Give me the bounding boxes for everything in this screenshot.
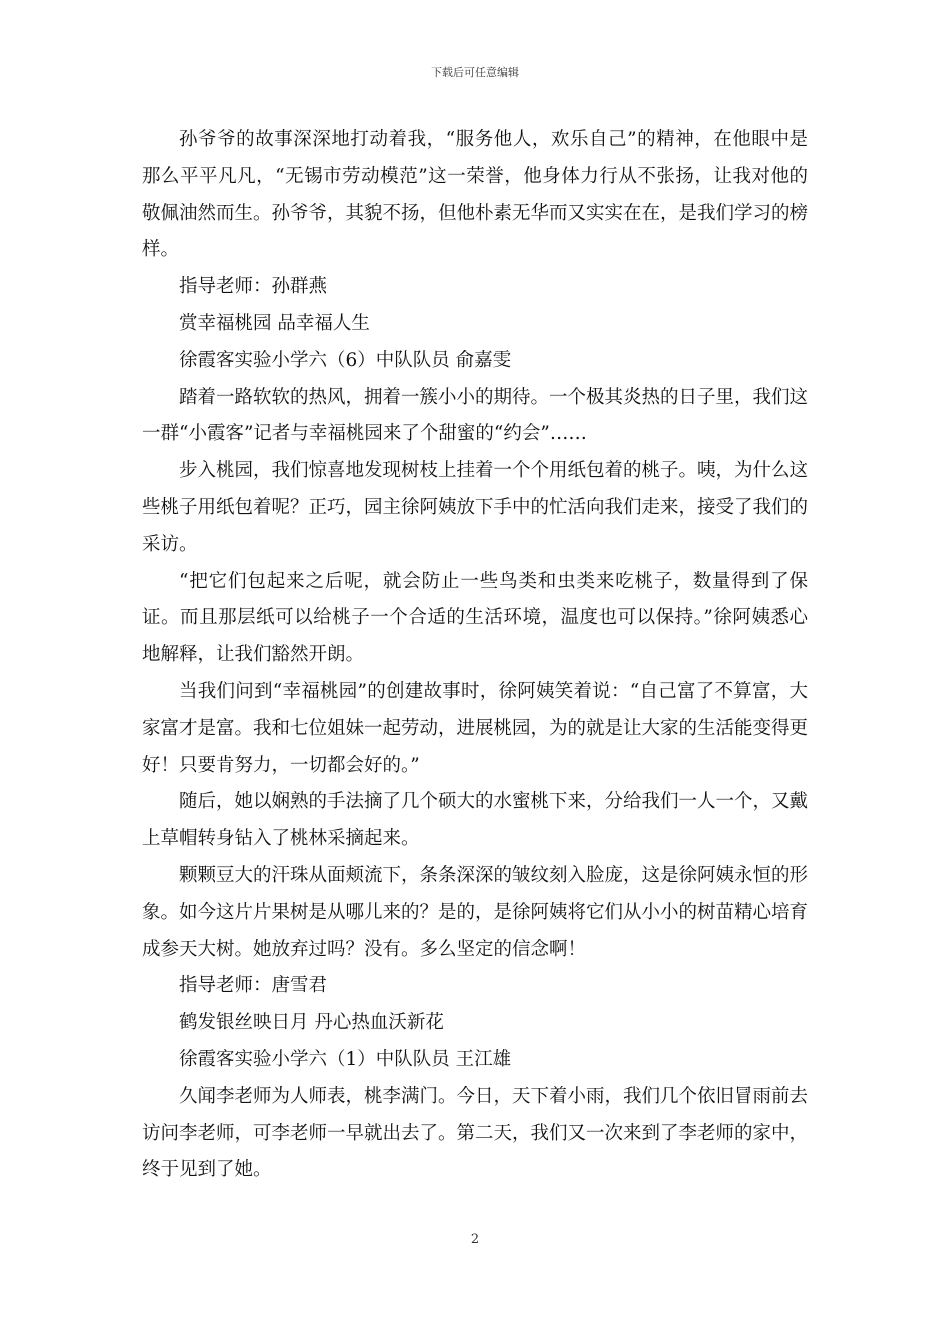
paragraph-body: 随后，她以娴熟的手法摘了几个硕大的水蜜桃下来，分给我们一人一个，又戴上草帽转身钻入了桃林采摘起来。 <box>142 791 809 850</box>
page-number: 2 <box>470 1232 480 1247</box>
paragraph-author-2: 徐霞客实验小学六（1）中队队员 王江雄 <box>179 1048 512 1070</box>
paragraph-article-title-2: 鹤发银丝映日月 丹心热血沃新花 <box>179 1012 444 1034</box>
paragraph-article-title-1: 赏幸福桃园 品幸福人生 <box>179 312 370 334</box>
paragraph-body: 步入桃园，我们惊喜地发现树枝上挂着一个个用纸包着的桃子。咦，为什么这些桃子用纸包着呢？正巧，园主徐阿姨放下手中的忙活向我们走来，接受了我们的采访。 <box>142 460 809 555</box>
page-header: 下载后可任意编辑 <box>431 66 519 79</box>
paragraph-advisor-1: 指导老师：孙群燕 <box>179 276 328 298</box>
paragraph-story-conclusion: 孙爷爷的故事深深地打动着我，“服务他人，欢乐自己”的精神，在他眼中是那么平平凡凡，“无锡市劳动模范”这一荣誉，他身体力行从不张扬，让我对他的敬佩油然而生。孙爷爷，其貌不扬，但他朴素无华而又实实在在，是我们学习的榜样。 <box>142 129 809 261</box>
paragraph-body: “把它们包起来之后呢，就会防止一些鸟类和虫类来吃桃子，数量得到了保证。而且那层纸可以给桃子一个合适的生活环境，温度也可以保持。”徐阿姨悉心地解释，让我们豁然开朗。 <box>142 570 808 666</box>
document-body <box>142 122 808 1189</box>
paragraph-body: 颗颗豆大的汗珠从面颊流下，条条深深的皱纹刻入脸庞，这是徐阿姨永恒的形象。如今这片片果树是从哪儿来的？是的，是徐阿姨将它们从小小的树苗精心培育成参天大树。她放弃过吗？没有。多么坚定的信念啊！ <box>142 864 809 960</box>
paragraph-body: 当我们问到“幸福桃园”的创建故事时，徐阿姨笑着说：“自己富了不算富，大家富才是富。我和七位姐妹一起劳动，进展桃园，为的就是让大家的生活能变得更好！只要肯努力，一切都会好的。” <box>142 680 809 776</box>
paragraph-advisor-2: 指导老师：唐雪君 <box>179 975 328 997</box>
paragraph-author-1: 徐霞客实验小学六（6）中队队员 俞嘉雯 <box>179 349 512 371</box>
paragraph-body: 踏着一路软软的热风，拥着一簇小小的期待。一个极其炎热的日子里，我们这一群“小霞客”记者与幸福桃园来了个甜蜜的“约会”…… <box>142 386 809 445</box>
paragraph-body: 久闻李老师为人师表，桃李满门。今日，天下着小雨，我们几个依旧冒雨前去访问李老师，可李老师一早就出去了。第二天，我们又一次来到了李老师的家中，终于见到了她。 <box>142 1085 809 1181</box>
